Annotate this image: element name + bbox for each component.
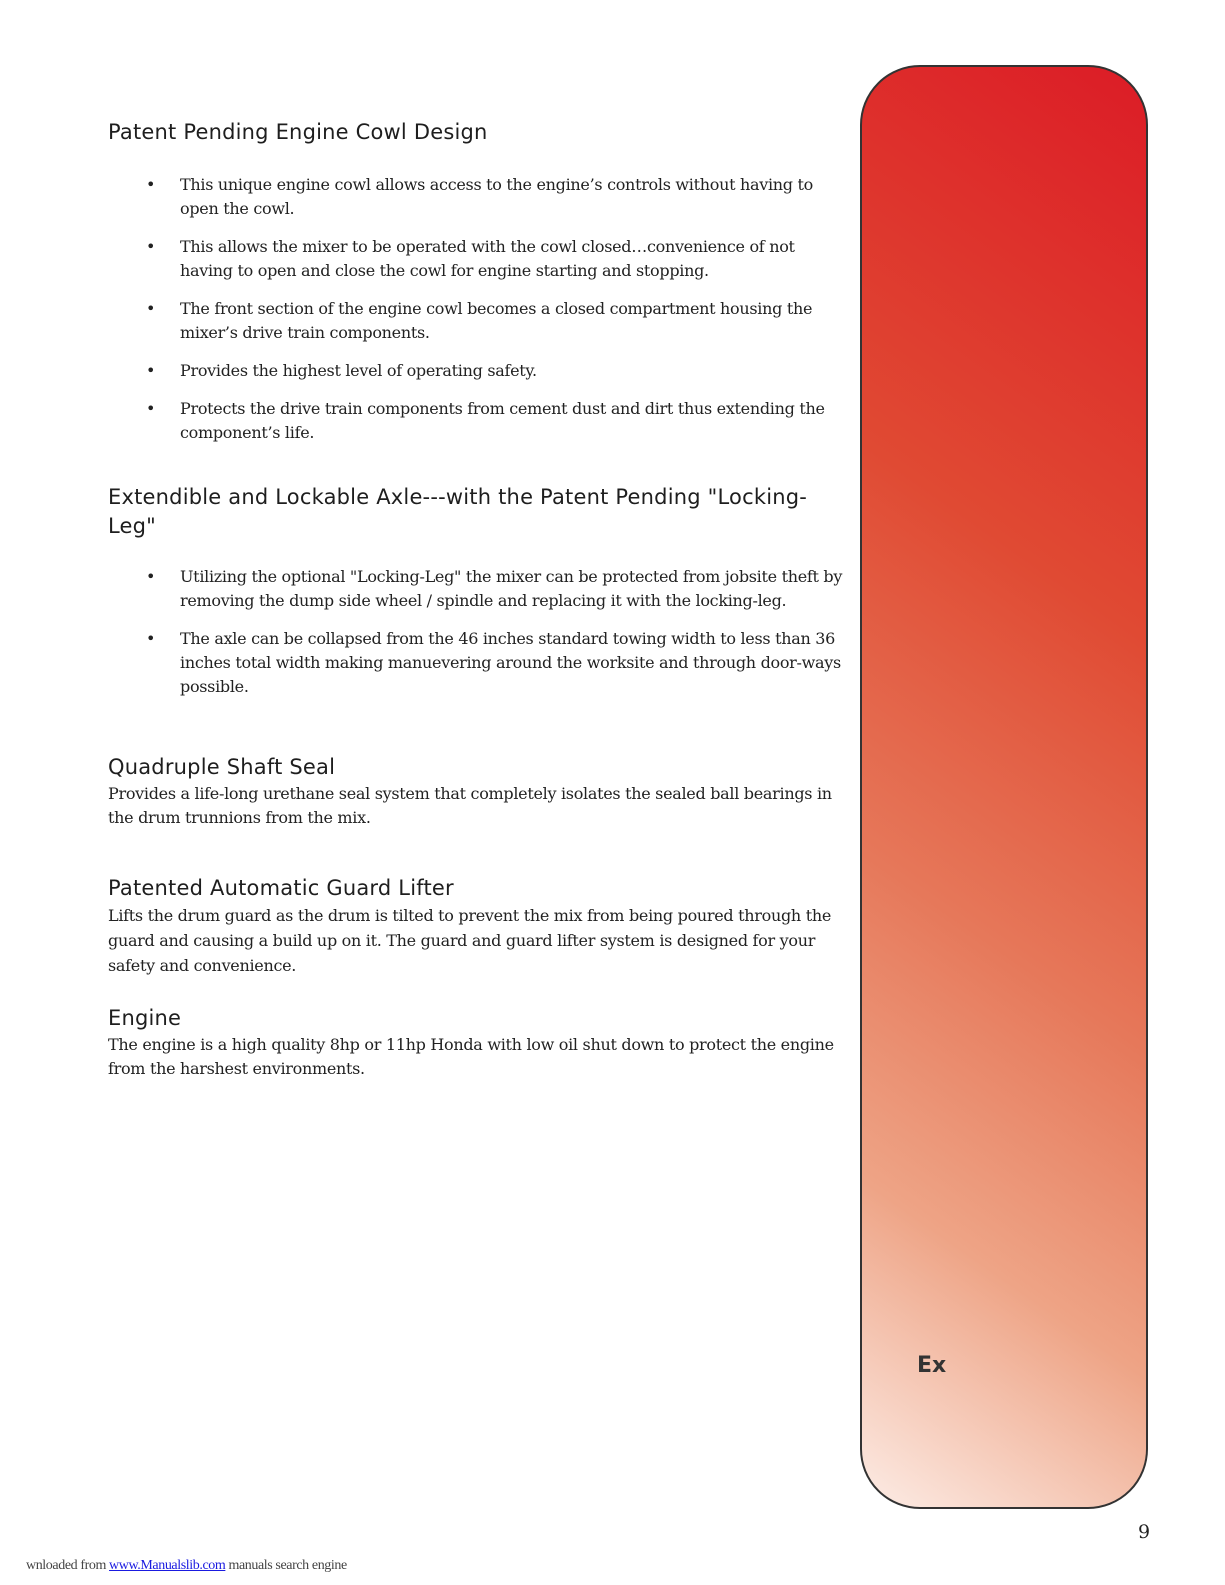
list-item: • Protects the drive train components from cement dust and dirt thus extending the component’s life. — [146, 399, 825, 442]
engine-cowl-list — [108, 173, 843, 445]
list-item: • The axle can be collapsed from the 46 inches standard towing width to less than 36 inches total width making manuevering around the worksite and through door-ways possible. — [146, 629, 841, 696]
engine-text: The engine is a high quality 8hp or 11hp Honda with low oil shut down to protect the engine from the harshest environments. — [108, 1035, 834, 1078]
footer — [26, 1558, 347, 1574]
section-heading-engine: Engine — [108, 1006, 182, 1030]
bullet-icon: • — [146, 399, 156, 418]
bullet-icon: • — [146, 299, 156, 318]
list-item: • Utilizing the optional "Locking-Leg" the mixer can be protected from jobsite theft by removing the dump side wheel / spindle and replacing it with the locking-leg. — [146, 567, 843, 610]
footer-suffix: manuals search engine — [225, 1558, 347, 1573]
list-item: • Provides the highest level of operating safety. — [108, 359, 843, 383]
bullet-icon: • — [146, 361, 156, 380]
section-heading-shaft-seal: Quadruple Shaft Seal — [108, 755, 336, 779]
bullet-icon: • — [146, 237, 156, 256]
bullet-icon: • — [146, 567, 156, 586]
section-heading-engine-cowl: Patent Pending Engine Cowl Design — [108, 120, 488, 144]
bullet-icon: • — [146, 629, 156, 648]
section-heading-axle: Extendible and Lockable Axle---with the Patent Pending "Locking-Leg" — [108, 485, 808, 538]
guard-lifter-text: Lifts the drum guard as the drum is tilted to prevent the mix from being poured through the guard and causing a build up on it. The guard and guard lifter system is designed for your safety and convenience. — [108, 906, 832, 975]
bullet-icon: • — [146, 175, 156, 194]
list-item: • This allows the mixer to be operated with the cowl closed…convenience of not having to open and close the cowl for engine starting and stopping. — [146, 237, 795, 280]
section-heading-guard-lifter: Patented Automatic Guard Lifter — [108, 876, 454, 900]
page-number: 9 — [1138, 1521, 1151, 1543]
axle-list — [108, 565, 843, 699]
sidebar-tab-panel — [860, 65, 1148, 1509]
shaft-seal-text: Provides a life-long urethane seal system that completely isolates the sealed ball bearings in the drum trunnions from the mix. — [108, 784, 832, 827]
manualslib-link[interactable]: www.Manualslib.com — [109, 1558, 226, 1573]
sidebar-label: Ex — [917, 1353, 947, 1378]
page-content — [108, 118, 843, 1081]
footer-prefix: wnloaded from — [26, 1558, 110, 1573]
list-item: • This unique engine cowl allows access to the engine’s controls without having to open the cowl. — [146, 175, 813, 218]
list-item: • The front section of the engine cowl becomes a closed compartment housing the mixer’s drive train components. — [146, 299, 813, 342]
